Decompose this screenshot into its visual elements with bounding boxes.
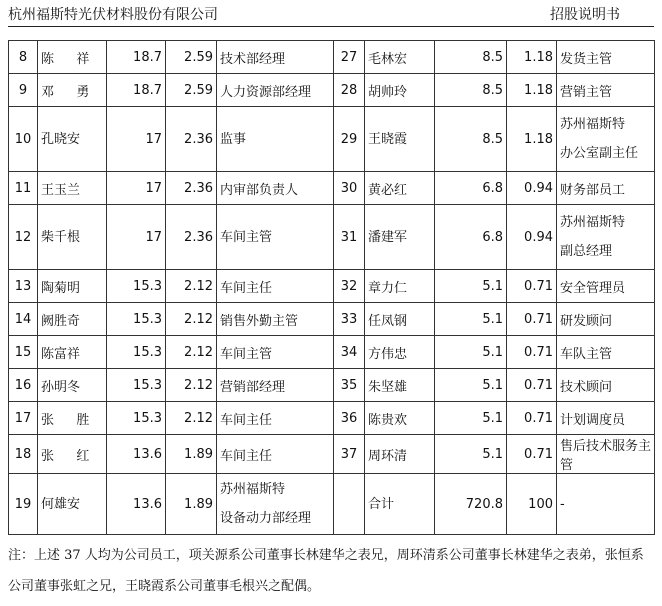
document-title: 招股说明书 [550,7,620,23]
cell-shares: 18.7 [107,41,166,74]
cell-position: 人力资源部经理 [217,74,334,107]
cell-shares: 6.8 [435,205,507,270]
cell-position: 营销部经理 [217,369,334,402]
cell-shares: 5.1 [435,336,507,369]
cell-name: 孔晓安 [38,107,107,172]
cell-shares: 15.3 [107,402,166,435]
cell-shares: 17 [107,205,166,270]
table-row [9,402,655,435]
cell-position: 计划调度员 [557,402,655,435]
cell-index: 18 [9,435,38,474]
table-row [9,74,655,107]
cell-name: 周环清 [365,435,435,474]
cell-position: 售后技术服务主管 [557,435,655,474]
cell-shares: 17 [107,107,166,172]
cell-shares: 15.3 [107,336,166,369]
cell-shares: 15.3 [107,369,166,402]
cell-ratio: 2.12 [166,369,217,402]
cell-index: 31 [334,205,365,270]
cell-position: 技术顾问 [557,369,655,402]
cell-position: 研发顾问 [557,303,655,336]
cell-position: 安全管理员 [557,270,655,303]
cell-ratio: 1.18 [507,41,557,74]
cell-index: 32 [334,270,365,303]
cell-name: 王晓霞 [365,107,435,172]
cell-name: 张 红 [38,435,107,474]
cell-ratio: 1.18 [507,107,557,172]
cell-shares: 6.8 [435,172,507,205]
cell-index: 8 [9,41,38,74]
cell-name: 胡帅玲 [365,74,435,107]
cell-position: 监事 [217,107,334,172]
cell-shares: 8.5 [435,74,507,107]
table-row [9,172,655,205]
cell-name: 张 胜 [38,402,107,435]
cell-ratio: 1.89 [166,435,217,474]
cell-ratio: 2.59 [166,41,217,74]
cell-position: - [557,474,655,535]
cell-name: 任凤钢 [365,303,435,336]
cell-shares: 13.6 [107,474,166,535]
cell-position: 内审部负责人 [217,172,334,205]
cell-shares: 17 [107,172,166,205]
cell-index: 13 [9,270,38,303]
company-name: 杭州福斯特光伏材料股份有限公司 [8,7,218,23]
cell-ratio: 1.18 [507,74,557,107]
cell-name: 邓 勇 [38,74,107,107]
cell-name: 朱坚雄 [365,369,435,402]
cell-position: 技术部经理 [217,41,334,74]
cell-ratio: 0.71 [507,270,557,303]
cell-shares: 15.3 [107,303,166,336]
table-row [9,369,655,402]
cell-position: 车间主任 [217,435,334,474]
cell-index: 15 [9,336,38,369]
cell-shares: 13.6 [107,435,166,474]
cell-index: 34 [334,336,365,369]
cell-index: 12 [9,205,38,270]
cell-ratio: 0.71 [507,336,557,369]
cell-shares: 15.3 [107,270,166,303]
cell-name: 陶菊明 [38,270,107,303]
table-row [9,41,655,74]
cell-index: 17 [9,402,38,435]
page-header [8,2,654,27]
table-row [9,205,655,270]
cell-index: 33 [334,303,365,336]
cell-name: 陈贵欢 [365,402,435,435]
cell-shares: 18.7 [107,74,166,107]
table-footnote: 注：上述 37 人均为公司员工，项关源系公司董事长林建华之表兄，周环清系公司董事长林建华之表弟，张恒系公司董事张虹之兄，王晓霞系公司董事毛根兴之配偶。 [8,548,644,594]
cell-name: 陈 祥 [38,41,107,74]
cell-ratio: 2.12 [166,336,217,369]
cell-ratio: 2.12 [166,303,217,336]
cell-name: 黄必红 [365,172,435,205]
cell-ratio: 2.36 [166,172,217,205]
cell-name: 章力仁 [365,270,435,303]
cell-name: 合计 [365,474,435,535]
cell-ratio: 0.71 [507,435,557,474]
cell-name: 方伟忠 [365,336,435,369]
cell-position: 苏州福斯特 设备动力部经理 [217,474,334,535]
cell-name: 潘建军 [365,205,435,270]
cell-name: 孙明冬 [38,369,107,402]
cell-name: 阙胜奇 [38,303,107,336]
cell-shares: 5.1 [435,270,507,303]
cell-name: 王玉兰 [38,172,107,205]
cell-index: 27 [334,41,365,74]
cell-index: 28 [334,74,365,107]
cell-ratio: 0.71 [507,402,557,435]
cell-position: 苏州福斯特 副总经理 [557,205,655,270]
cell-ratio: 1.89 [166,474,217,535]
cell-ratio: 2.12 [166,270,217,303]
cell-index: 29 [334,107,365,172]
cell-ratio: 0.71 [507,303,557,336]
cell-ratio: 0.71 [507,369,557,402]
cell-shares: 720.8 [435,474,507,535]
cell-position: 财务部员工 [557,172,655,205]
cell-ratio: 0.94 [507,172,557,205]
cell-index [334,474,365,535]
cell-name: 陈富祥 [38,336,107,369]
table-row [9,107,655,172]
cell-ratio: 100 [507,474,557,535]
cell-index: 36 [334,402,365,435]
cell-position: 车队主管 [557,336,655,369]
table-row [9,435,655,474]
cell-shares: 5.1 [435,303,507,336]
cell-name: 何雄安 [38,474,107,535]
cell-ratio: 0.94 [507,205,557,270]
cell-name: 毛林宏 [365,41,435,74]
cell-position: 营销主管 [557,74,655,107]
cell-position: 发货主管 [557,41,655,74]
cell-index: 30 [334,172,365,205]
cell-shares: 8.5 [435,107,507,172]
cell-index: 16 [9,369,38,402]
cell-index: 14 [9,303,38,336]
table-row [9,336,655,369]
cell-position: 销售外勤主管 [217,303,334,336]
cell-shares: 5.1 [435,402,507,435]
cell-position: 车间主任 [217,270,334,303]
cell-index: 10 [9,107,38,172]
table-row [9,303,655,336]
cell-position: 车间主管 [217,336,334,369]
cell-position: 苏州福斯特 办公室副主任 [557,107,655,172]
cell-shares: 5.1 [435,369,507,402]
cell-ratio: 2.59 [166,74,217,107]
table-row [9,474,655,535]
shareholder-table [8,40,655,535]
cell-ratio: 2.12 [166,402,217,435]
cell-shares: 5.1 [435,435,507,474]
cell-index: 35 [334,369,365,402]
cell-shares: 8.5 [435,41,507,74]
cell-ratio: 2.36 [166,107,217,172]
cell-name: 柴千根 [38,205,107,270]
cell-position: 车间主管 [217,205,334,270]
cell-position: 车间主任 [217,402,334,435]
cell-index: 9 [9,74,38,107]
cell-index: 37 [334,435,365,474]
cell-index: 19 [9,474,38,535]
table-row [9,270,655,303]
cell-ratio: 2.36 [166,205,217,270]
cell-index: 11 [9,172,38,205]
